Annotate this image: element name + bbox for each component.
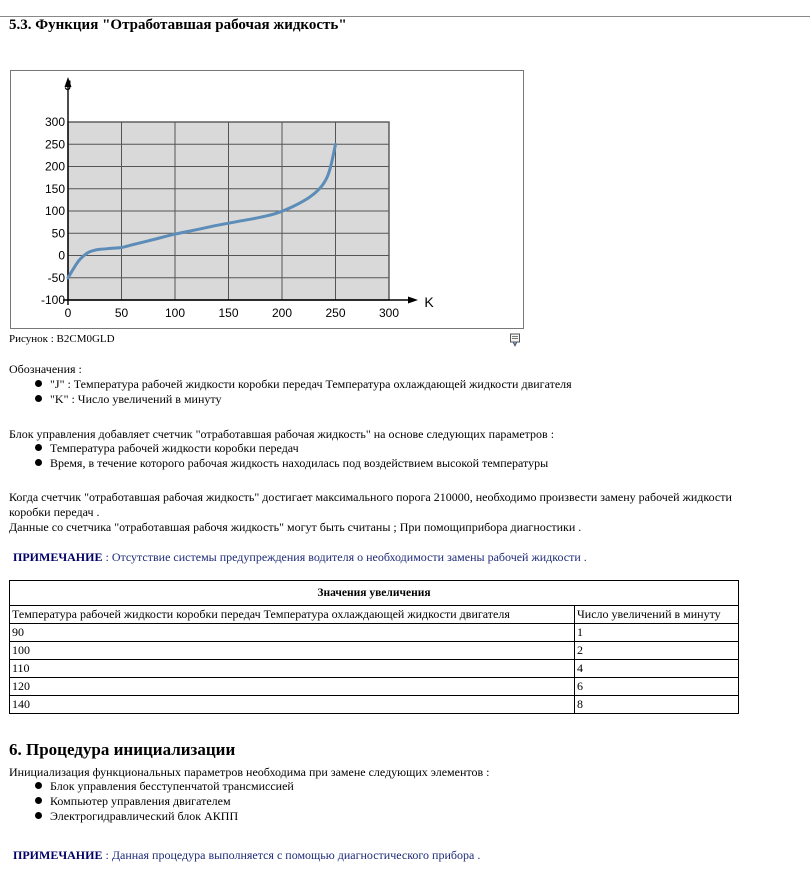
bullet-icon <box>35 444 42 451</box>
x-tick-label: 300 <box>378 306 400 320</box>
note-text: : Отсутствие системы предупреждения водителя о необходимости замены рабочей жидкости . <box>102 550 587 564</box>
x-tick-label: 150 <box>218 306 239 320</box>
x-tick-label: 0 <box>64 306 72 320</box>
table-cell: 90 <box>10 624 575 642</box>
x-axis-label: K <box>424 294 434 310</box>
table-cell: 8 <box>575 696 739 714</box>
table-row <box>10 696 739 714</box>
bullet-icon <box>35 459 42 466</box>
list-item: Блок управления бесступенчатой трансмиссией <box>35 779 294 794</box>
table-cell: 100 <box>10 642 575 660</box>
y-tick-label: 100 <box>44 204 65 218</box>
y-tick-label: 250 <box>44 137 65 152</box>
y-tick-label: 50 <box>51 226 65 241</box>
legend-title: Обозначения : <box>9 362 82 376</box>
list-item: Время, в течение которого рабочая жидкость находилась под воздействием высокой температуры <box>35 456 548 471</box>
bullet-icon <box>35 812 42 819</box>
table-cell: 6 <box>575 678 739 696</box>
note-text: : Данная процедура выполняется с помощью диагностического прибора . <box>102 848 481 862</box>
y-tick-label: 300 <box>44 115 65 129</box>
table-row <box>10 642 739 660</box>
table-header-cell: Число увеличений в минуту <box>575 606 739 624</box>
print-icon[interactable] <box>509 333 521 347</box>
x-axis-arrow <box>408 297 418 304</box>
figure-caption: Рисунок : B2CM0GLD <box>9 333 115 345</box>
figure-frame <box>10 70 524 329</box>
y-tick-label: 0 <box>58 248 65 263</box>
table-cell: 110 <box>10 660 575 678</box>
list-item: Электрогидравлический блок АКПП <box>35 809 238 824</box>
list-item: Компьютер управления двигателем <box>35 794 231 809</box>
note-label: ПРИМЕЧАНИЕ <box>13 550 103 564</box>
values-table <box>9 580 739 714</box>
section-6-title: 6. Процедура инициализации <box>9 740 236 759</box>
table-row <box>10 660 739 678</box>
bullet-icon <box>35 380 42 387</box>
table-header-cell: Температура рабочей жидкости коробки передач Температура охлаждающей жидкости двигателя <box>10 606 575 624</box>
note <box>13 550 587 565</box>
paragraph-line: Когда счетчик "отработавшая рабочая жидкость" достигает максимального порога 210000, необходимо произвести замену рабочей жидкости <box>9 490 732 504</box>
chart <box>11 71 523 328</box>
y-tick-label: -100 <box>40 293 65 307</box>
section-title: 5.3. Функция "Отработавшая рабочая жидкость" <box>9 17 347 33</box>
list-item: Температура рабочей жидкости коробки передач <box>35 441 299 456</box>
y-tick-label: 150 <box>44 181 65 196</box>
paragraph-line: Данные со счетчика "отработавшая рабочя жидкость" могут быть считаны ; При помощиприбора диагностики . <box>9 520 582 534</box>
x-tick-label: 100 <box>164 306 186 320</box>
list-item: "J" : Температура рабочей жидкости коробки передач Температура охлаждающей жидкости двигателя <box>35 377 572 392</box>
x-tick-label: 250 <box>325 306 346 320</box>
note <box>13 848 480 863</box>
bullet-icon <box>35 395 42 402</box>
x-tick-labels <box>65 306 400 320</box>
table-cell: 140 <box>10 696 575 714</box>
y-axis-label: J <box>64 77 72 93</box>
list-item: "K" : Число увеличений в минуту <box>35 392 221 407</box>
table-cell: 2 <box>575 642 739 660</box>
section-6-intro: Инициализация функциональных параметров необходима при замене следующих элементов : <box>9 765 490 779</box>
y-tick-label: 200 <box>44 159 65 174</box>
table-row <box>10 624 739 642</box>
table-row <box>10 678 739 696</box>
x-tick-label: 50 <box>114 306 129 320</box>
note-label: ПРИМЕЧАНИЕ <box>13 848 103 862</box>
table-cell: 120 <box>10 678 575 696</box>
counter-intro: Блок управления добавляет счетчик "отработавшая рабочая жидкость" на основе следующих параметров : <box>9 427 555 441</box>
table-title: Значения увеличения <box>10 581 739 606</box>
table-cell: 1 <box>575 624 739 642</box>
bullet-icon <box>35 782 42 789</box>
y-tick-label: -50 <box>47 270 65 285</box>
y-tick-labels <box>41 115 65 307</box>
bullet-icon <box>35 797 42 804</box>
x-tick-label: 200 <box>271 306 293 320</box>
paragraph-line: коробки передач . <box>9 505 100 519</box>
table-cell: 4 <box>575 660 739 678</box>
